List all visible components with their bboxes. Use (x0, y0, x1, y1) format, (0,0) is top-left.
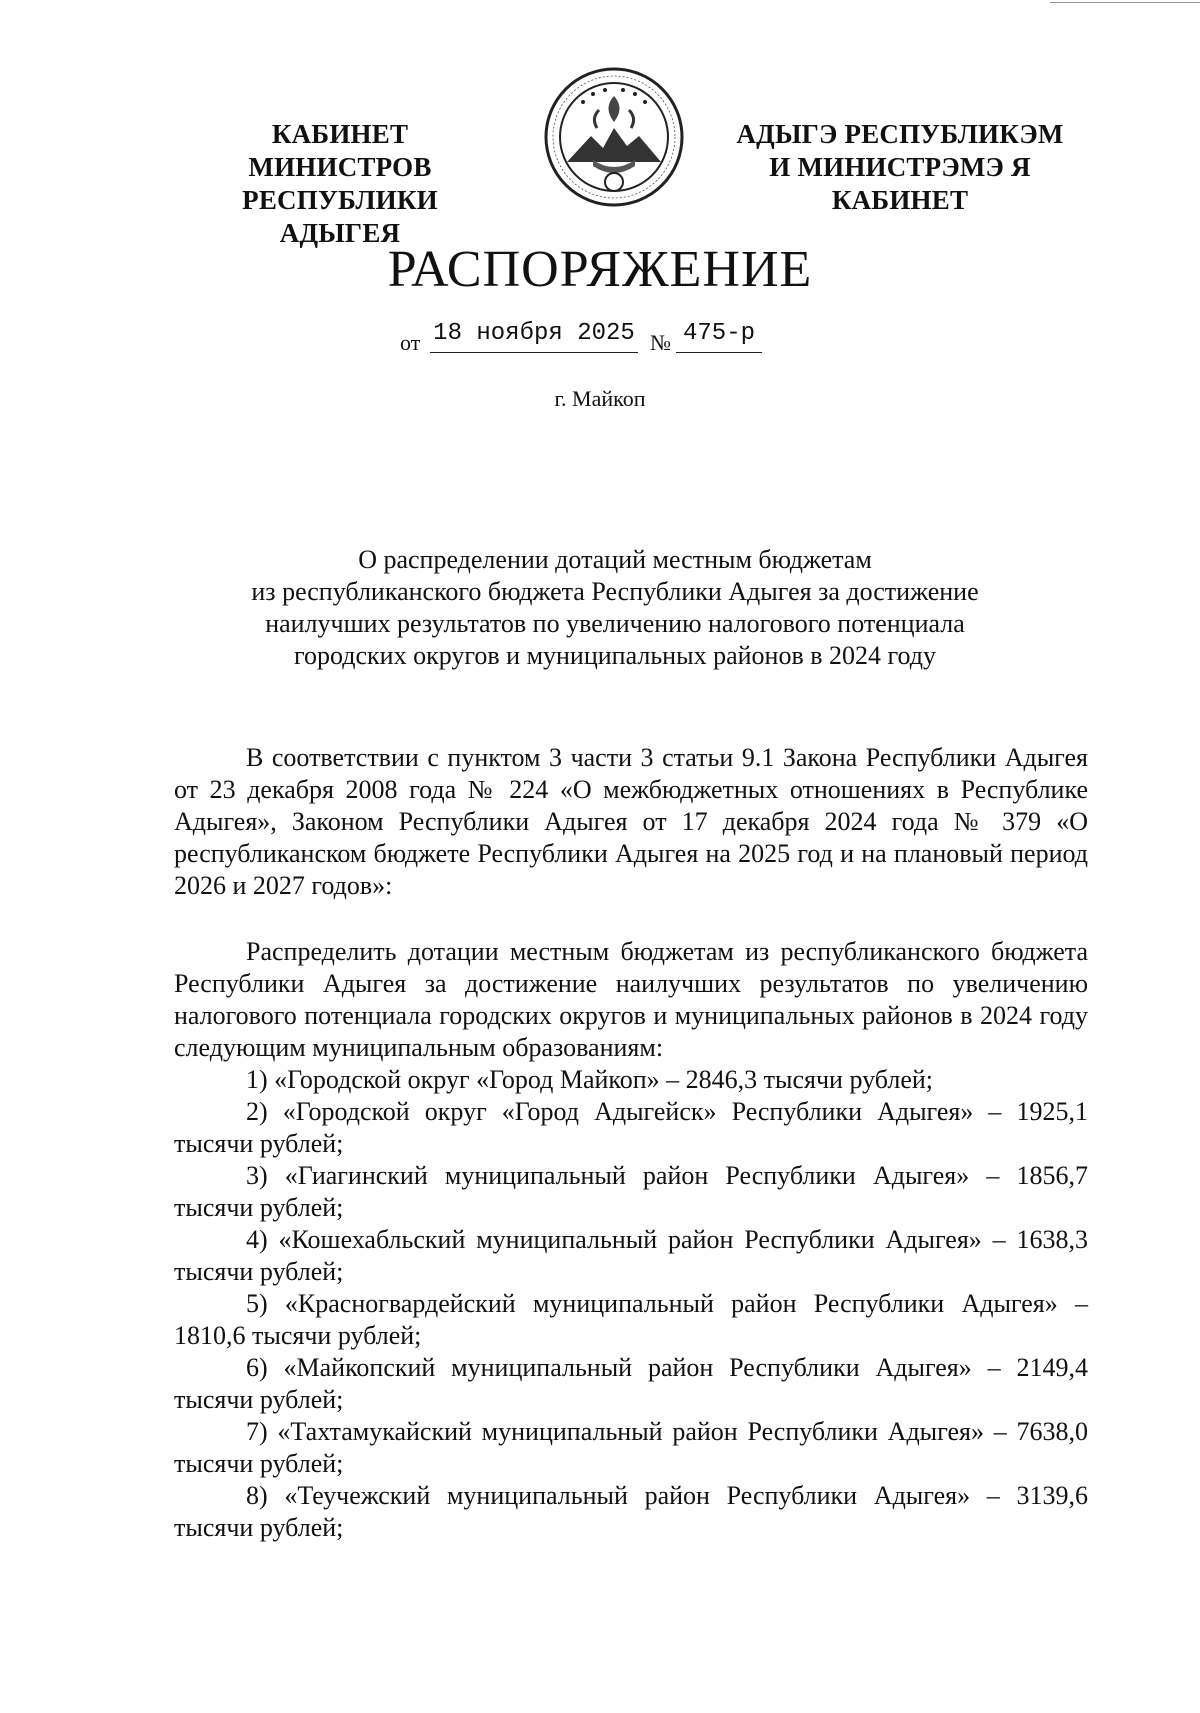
header-left-line1: КАБИНЕТ МИНИСТРОВ (248, 119, 432, 182)
header-left-line2: РЕСПУБЛИКИ АДЫГЕЯ (242, 185, 438, 248)
header-right (700, 118, 1100, 217)
city-name: г. Майкоп (554, 386, 646, 411)
coat-of-arms-icon (543, 66, 685, 208)
subject-line: городских округов и муниципальных районов в 2024 году (293, 641, 936, 670)
list-item: 8) «Теучежский муниципальный район Республики Адыгея» – 3139,6 тысячи рублей; (174, 1481, 1088, 1542)
main-section (174, 936, 1088, 1544)
preamble-paragraph (174, 742, 1088, 902)
scan-edge-line (1050, 2, 1200, 3)
header-left (180, 118, 500, 250)
number-label: № (650, 330, 671, 355)
document-date: 18 ноября 2025 (430, 320, 638, 353)
list-item: 3) «Гиагинский муниципальный район Республики Адыгея» – 1856,7 тысячи рублей; (174, 1161, 1088, 1222)
list-item: 6) «Майкопский муниципальный район Республики Адыгея» – 2149,4 тысячи рублей; (174, 1353, 1088, 1414)
date-from-label: от (400, 330, 421, 355)
main-paragraph: Распределить дотации местным бюджетам из республиканского бюджета Республики Адыгея за достижение наилучших результатов по увеличению налогового потенциала городских округов и муниципальных районов в 2024 году следующим муниципальным образованиям: (174, 937, 1088, 1062)
list-item: 4) «Кошехабльский муниципальный район Республики Адыгея» – 1638,3 тысячи рублей; (174, 1225, 1088, 1286)
preamble-text: В соответствии с пунктом 3 части 3 статьи 9.1 Закона Республики Адыгея от 23 декабря 2008 года № 224 «О межбюджетных отношениях в Республике Адыгея», Законом Республики Адыгея от 17 декабря 2024 года № 379 «О республиканском бюджете Республики Адыгея на 2025 год и на плановый период 2026 и 2027 годов»: (174, 743, 1088, 900)
list-item: 2) «Городской округ «Город Адыгейск» Республики Адыгея» – 1925,1 тысячи рублей; (174, 1097, 1088, 1158)
document-title: РАСПОРЯЖЕНИЕ (387, 241, 813, 298)
list-item: 1) «Городской округ «Город Майкоп» – 2846,3 тысячи рублей; (246, 1065, 933, 1094)
subject-line: наилучших результатов по увеличению налогового потенциала (265, 609, 965, 638)
list-item: 7) «Тахтамукайский муниципальный район Республики Адыгея» – 7638,0 тысячи рублей; (174, 1417, 1088, 1478)
subject-line: О распределении дотаций местным бюджетам (358, 545, 872, 574)
document-number: 475-р (676, 320, 762, 353)
header-right-line1: АДЫГЭ РЕСПУБЛИКЭМ (736, 119, 1064, 149)
document-subject (200, 544, 1030, 672)
header-right-line2: И МИНИСТРЭМЭ Я КАБИНЕТ (769, 152, 1031, 215)
list-item: 5) «Красногвардейский муниципальный район Республики Адыгея» – 1810,6 тысячи рублей; (174, 1289, 1088, 1350)
subject-line: из республиканского бюджета Республики Адыгея за достижение (251, 577, 979, 606)
